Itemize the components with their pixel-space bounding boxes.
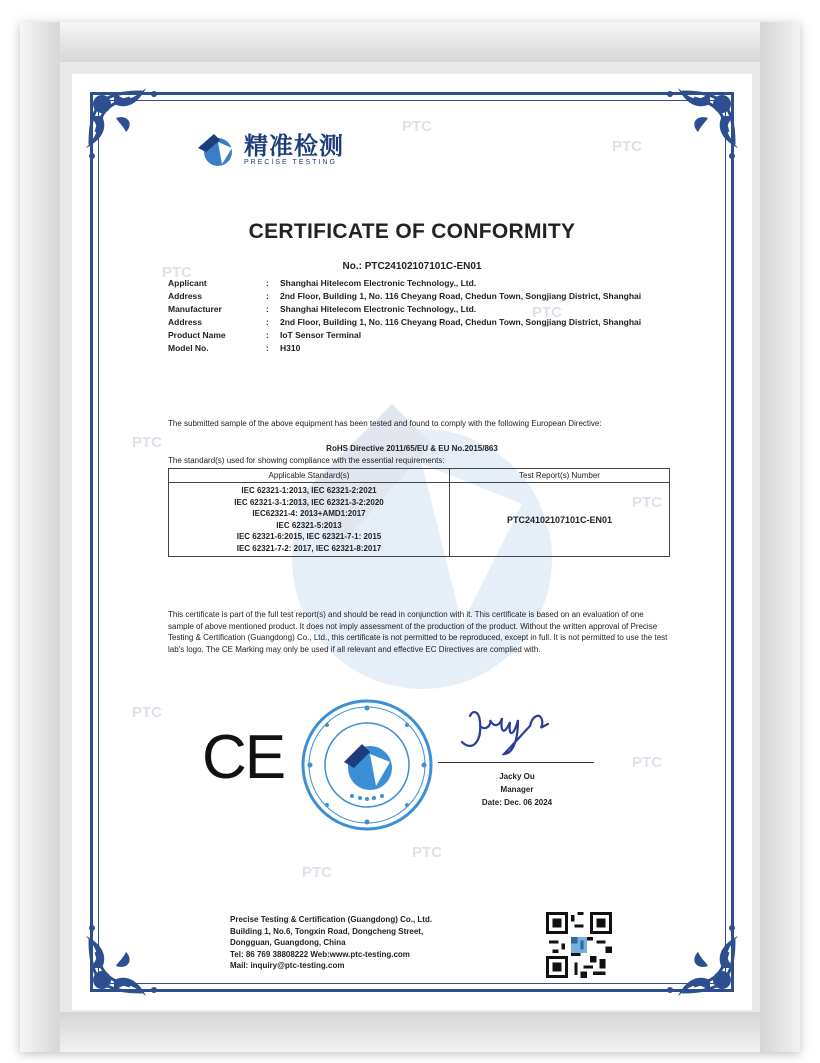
frame-top <box>20 22 800 62</box>
field-row <box>168 316 688 328</box>
logo-english-text: PRECISE TESTING <box>244 158 337 166</box>
watermark-text: PTC <box>412 844 442 861</box>
standard-line: IEC 62321-5:2013 <box>276 520 342 530</box>
standard-line: IEC 62321-3-1:2013, IEC 62321-3-2:2020 <box>234 497 384 507</box>
directive-name: RoHS Directive 2011/65/EU & EU No.2015/863 <box>326 444 498 453</box>
company-logo <box>196 132 344 168</box>
corner-ornament-icon <box>82 84 178 180</box>
field-label: Address <box>168 291 203 301</box>
field-row <box>168 329 688 341</box>
corner-ornament-icon <box>646 84 742 180</box>
ptc-logo-icon <box>196 132 236 168</box>
watermark-text: PTC <box>132 434 162 451</box>
field-value: 2nd Floor, Building 1, No. 116 Cheyang Road, Chedun Town, Songjiang District, Shanghai <box>280 291 642 301</box>
watermark-text: PTC <box>632 754 662 771</box>
field-colon: : <box>266 343 269 353</box>
certificate-fields <box>168 277 688 355</box>
field-colon: : <box>266 278 269 288</box>
table-header-row <box>169 469 670 483</box>
issuer-footer <box>230 914 432 972</box>
certificate-title: CERTIFICATE OF CONFORMITY <box>248 220 576 243</box>
standards-table <box>168 468 670 557</box>
footer-line: Building 1, No.6, Tongxin Road, Dongcheng Street, <box>230 926 424 936</box>
signer-name: Jacky Ou <box>499 772 535 781</box>
field-label: Model No. <box>168 343 209 353</box>
footer-line: Tel: 86 769 38808222 Web:www.ptc-testing.com <box>230 949 410 959</box>
field-colon: : <box>266 304 269 314</box>
table-header: Test Report(s) Number <box>450 469 670 483</box>
field-label: Product Name <box>168 330 226 340</box>
field-colon: : <box>266 291 269 301</box>
field-colon: : <box>266 317 269 327</box>
issue-date: Date: Dec. 06 2024 <box>481 798 553 807</box>
field-row <box>168 342 688 354</box>
corner-ornament-icon <box>82 904 178 1000</box>
qr-code-icon <box>546 912 612 978</box>
watermark-text: PTC <box>532 304 562 321</box>
logo-chinese-text: 精准检测 <box>244 132 344 160</box>
frame-left <box>20 22 60 1052</box>
table-header: Applicable Standard(s) <box>169 469 450 483</box>
certificate-paper <box>72 74 752 1010</box>
footer-line: Dongguan, Guangdong, China <box>230 938 346 947</box>
report-number-cell: PTC24102107101C-EN01 <box>450 483 670 557</box>
field-value: 2nd Floor, Building 1, No. 116 Cheyang Road, Chedun Town, Songjiang District, Shanghai <box>280 317 642 327</box>
disclaimer-text: This certificate is part of the full test report(s) and should be read in conjunction with it. This certificate is based on an evaluation of one sample of above mentioned product. It does not imply assessment of the production of the product. Without the written approval of Precise Testing & Certification (Guangdong) Co., Ltd., this certificate is not permitted to be reproduced, except in full. It is not permitted to use the test lab's logo. The CE Marking may only be used if all relevant and effective EC Directives are complied with. <box>168 610 668 654</box>
field-label: Applicant <box>168 278 207 288</box>
field-value: Shanghai Hitelecom Electronic Technology., Ltd. <box>280 304 477 314</box>
standards-cell <box>169 483 450 557</box>
frame-bottom <box>20 1012 800 1052</box>
field-label: Manufacturer <box>168 304 222 314</box>
field-value: Shanghai Hitelecom Electronic Technology., Ltd. <box>280 278 477 288</box>
watermark-text: PTC <box>302 864 332 881</box>
field-row <box>168 290 688 302</box>
standard-line: IEC62321-4: 2013+AMD1:2017 <box>252 509 366 518</box>
watermark-text: PTC <box>632 494 662 511</box>
certification-seal-icon <box>300 698 434 832</box>
signer-title: Manager <box>500 785 534 794</box>
field-value: IoT Sensor Terminal <box>280 330 362 340</box>
watermark-text: PTC <box>402 118 432 135</box>
ce-mark: CE <box>202 723 285 792</box>
signature-line <box>438 762 594 763</box>
standard-line: IEC 62321-1:2013, IEC 62321-2:2021 <box>241 486 377 495</box>
compliance-intro: The submitted sample of the above equipment has been tested and found to comply with the following European Directive: <box>168 419 602 428</box>
standards-intro: The standard(s) used for showing compliance with the essential requirements: <box>168 456 445 465</box>
field-value: H310 <box>280 343 301 353</box>
field-label: Address <box>168 317 203 327</box>
field-row <box>168 303 688 315</box>
watermark-text: PTC <box>612 138 642 155</box>
signature-image <box>452 702 562 758</box>
field-row <box>168 277 688 289</box>
certificate-number: No.: PTC24102107101C-EN01 <box>342 261 482 272</box>
footer-line: Precise Testing & Certification (Guangdong) Co., Ltd. <box>230 915 433 924</box>
field-colon: : <box>266 330 269 340</box>
standard-line: IEC 62321-6:2015, IEC 62321-7-1: 2015 <box>236 532 382 541</box>
corner-ornament-icon <box>646 904 742 1000</box>
frame-right <box>760 22 800 1052</box>
footer-line: Mail: inquiry@ptc-testing.com <box>230 961 345 970</box>
watermark-text: PTC <box>162 264 192 281</box>
standard-line: IEC 62321-7-2: 2017, IEC 62321-8:2017 <box>236 543 382 553</box>
watermark-text: PTC <box>132 704 162 721</box>
table-row <box>169 483 670 557</box>
